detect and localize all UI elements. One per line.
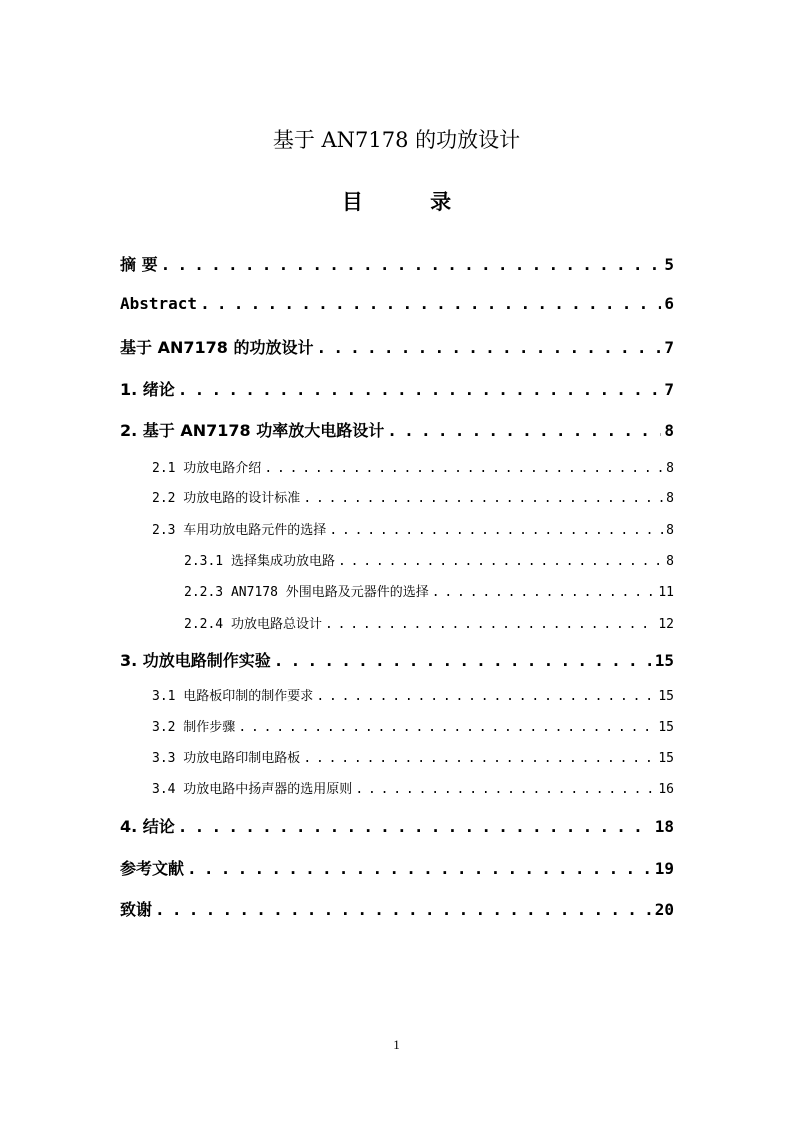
toc-entry-page: 7 — [664, 338, 674, 357]
toc-entry-page: 8 — [666, 554, 674, 569]
toc-entry-page: 7 — [664, 380, 674, 399]
toc-entry-label: 基于 AN7178 的功放设计 — [120, 338, 314, 357]
toc-leader-dots — [178, 817, 652, 836]
toc-leader-dots — [303, 491, 663, 506]
toc-entry-label: 2.2.3 AN7178 外围电路及元器件的选择 — [184, 585, 429, 600]
toc-entry-label: 2.2.4 功放电路总设计 — [184, 617, 322, 632]
toc-entry-abstract-cn[interactable] — [120, 252, 674, 275]
toc-leader-dots — [316, 689, 655, 704]
toc-entry-page: 20 — [654, 900, 674, 919]
toc-leader-dots — [274, 651, 652, 670]
toc-entry-page: 15 — [658, 751, 674, 766]
toc-entry-2-2-3[interactable] — [184, 581, 674, 600]
toc-leader-dots — [155, 900, 652, 919]
toc-entry-label: 2.3.1 选择集成功放电路 — [184, 554, 335, 569]
toc-entry-page: 8 — [664, 421, 674, 440]
toc-entry-3-2[interactable] — [152, 716, 674, 735]
toc-entry-label: 3. 功放电路制作实验 — [120, 651, 271, 670]
toc-entry-page: 11 — [658, 585, 674, 600]
toc-entry-acknowledgements[interactable] — [120, 897, 674, 920]
toc-entry-chapter-3[interactable] — [120, 648, 674, 671]
toc-entry-label: 3.4 功放电路中扬声器的选用原则 — [152, 782, 353, 797]
toc-heading: 目 录 — [341, 190, 482, 214]
toc-leader-dots — [303, 751, 655, 766]
toc-entry-label: 致谢 — [120, 900, 153, 919]
toc-entry-page: 15 — [658, 689, 674, 704]
toc-entry-chapter-2[interactable] — [120, 418, 674, 441]
toc-leader-dots — [187, 859, 652, 878]
toc-entry-label: 参考文献 — [120, 859, 185, 878]
toc-entry-page: 5 — [664, 255, 674, 274]
toc-entry-page: 6 — [664, 294, 674, 313]
toc-entry-page: 18 — [654, 817, 674, 836]
toc-leader-dots — [432, 585, 656, 600]
toc-entry-label: 3.1 电路板印制的制作要求 — [152, 689, 314, 704]
toc-entry-page: 19 — [654, 859, 674, 878]
toc-entry-label: 4. 结论 — [120, 817, 175, 836]
toc-entry-2-3-1[interactable] — [184, 550, 674, 569]
table-of-contents — [120, 0, 674, 1122]
toc-entry-label: 3.3 功放电路印制电路板 — [152, 751, 301, 766]
toc-entry-page: 12 — [658, 617, 674, 632]
toc-entry-2-2[interactable] — [152, 487, 674, 506]
toc-entry-label: 2. 基于 AN7178 功率放大电路设计 — [120, 421, 385, 440]
toc-entry-design-title[interactable] — [120, 335, 674, 358]
toc-entry-label: 2.2 功放电路的设计标准 — [152, 491, 301, 506]
page-number: 1 — [393, 1037, 400, 1052]
toc-entry-2-1[interactable] — [152, 457, 674, 476]
toc-entry-page: 8 — [666, 461, 674, 476]
toc-entry-label: 3.2 制作步骤 — [152, 720, 236, 735]
toc-entry-page: 16 — [658, 782, 674, 797]
toc-entry-3-1[interactable] — [152, 685, 674, 704]
toc-entry-references[interactable] — [120, 856, 674, 879]
toc-leader-dots — [355, 782, 655, 797]
toc-entry-2-3[interactable] — [152, 519, 674, 538]
toc-leader-dots — [200, 294, 661, 313]
toc-leader-dots — [325, 617, 655, 632]
toc-entry-label: 摘 要 — [120, 255, 158, 274]
toc-leader-dots — [238, 720, 655, 735]
toc-entry-page: 8 — [666, 491, 674, 506]
toc-leader-dots — [178, 380, 662, 399]
toc-entry-3-3[interactable] — [152, 747, 674, 766]
toc-entry-2-2-4[interactable] — [184, 613, 674, 632]
toc-entry-page: 15 — [654, 651, 674, 670]
document-title: 基于 AN7178 的功放设计 — [272, 128, 521, 152]
toc-entry-3-4[interactable] — [152, 778, 674, 797]
toc-entry-label: 1. 绪论 — [120, 380, 175, 399]
toc-entry-label: Abstract — [120, 294, 198, 313]
toc-entry-page: 15 — [658, 720, 674, 735]
toc-leader-dots — [264, 461, 663, 476]
toc-entry-conclusion[interactable] — [120, 814, 674, 837]
toc-leader-dots — [338, 554, 663, 569]
toc-leader-dots — [161, 255, 662, 274]
toc-entry-abstract-en[interactable] — [120, 294, 674, 313]
toc-leader-dots — [329, 523, 663, 538]
toc-entry-introduction[interactable] — [120, 377, 674, 400]
toc-leader-dots — [316, 338, 661, 357]
toc-entry-page: 8 — [666, 523, 674, 538]
toc-entry-label: 2.1 功放电路介绍 — [152, 461, 262, 476]
toc-leader-dots — [387, 421, 661, 440]
toc-entry-label: 2.3 车用功放电路元件的选择 — [152, 523, 327, 538]
